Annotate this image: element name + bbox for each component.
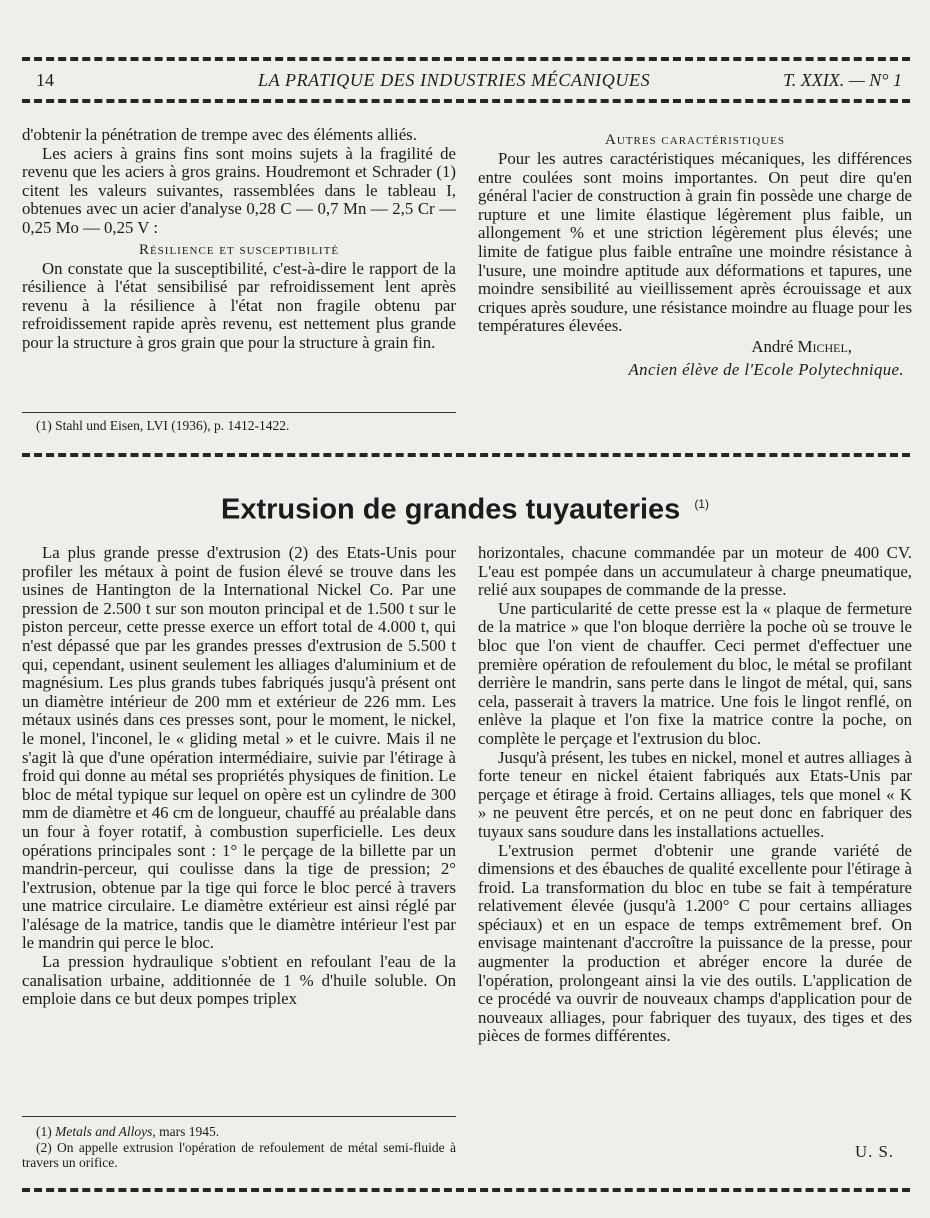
paragraph: horizontales, chacune commandée par un moteur de 400 CV. L'eau est pompée dans un accumulateur à charge pneumatique, relié aux soupapes de commande de la presse.	[478, 543, 912, 600]
footnote-rule	[22, 412, 456, 413]
author-name: André Michel,	[751, 336, 852, 356]
paragraph: La pression hydraulique s'obtient en refoulant l'eau de la canalisation urbaine, additionnée de 1 % d'huile soluble. On emploie dans ce but deux pompes triplex	[22, 952, 456, 1009]
paragraph: Les aciers à grains fins sont moins sujets à la fragilité de revenu que les aciers à gros grains. Houdremont et Schrader (1) citent les valeurs suivantes, rassemblées dans le tableau I, obtenues avec un acier d'analyse 0,28 C — 0,7 Mn — 2,5 Cr — 0,25 Mo — 0,25 V :	[22, 143, 456, 237]
article-right-column	[478, 544, 912, 1046]
section-heading: Autres caractéristiques	[605, 132, 785, 148]
footnote-1: (1) Metals and Alloys, mars 1945.	[36, 1124, 220, 1139]
article-title: Extrusion de grandes tuyauteries $^{(1)}$	[221, 493, 709, 526]
article-left-column	[22, 544, 456, 1009]
paragraph: L'extrusion permet d'obtenir une grande variété de dimensions et des ébauches de qualité excellente pour l'étirage à froid. La transformation du bloc en tube se fait à température relativement élevée (jusqu'à 1.200° C pour certains alliages spéciaux) et en un espace de temps extrêmement bref. On envisage maintenant d'accroître la puissance de la presse, pour augmenter la production et abréger encore la durée de l'opération, prolongeant ainsi la vie des outils. L'application de ce procédé va ouvrir de nouveaux champs d'application pour de nouveaux alliages, pour fabriquer des tuyaux, des tiges et des pièces de formes différentes.	[478, 840, 912, 1046]
paragraph: La plus grande presse d'extrusion (2) des Etats-Unis pour profiler les métaux à point de fusion élevé se trouve dans les usines de Hantington de la International Nickel Co. Par une pression de 2.500 t sur son mouton principal et de 1.500 t sur le piston perceur, cette presse exerce un effort total de 4.000 t, qui n'est dépassé que par les grandes presses d'extrusion de 5.500 t qui, cependant, usinent seulement les alliages d'aluminium et de magnésium. Les plus grands tubes fabriqués jusqu'à présent ont un diamètre intérieur de 200 mm et extérieur de 226 mm. Les métaux usinés dans ces presses sont, pour le moment, le nickel, le monel, l'inconel, le « gliding metal » et le cuivre. Mais il ne s'agit là que d'une opération intermédiaire, suivie par l'étirage à froid qui donne au métal ses propriétés physiques de finition. Le bloc de métal typique sur lequel on opère est un cylindre de 300 mm de diamètre et 46 cm de longueur, chauffé au préalable dans un four à foyer rotatif, à combustion superficielle. Les deux opérations principales sont : 1° le perçage de la billette par un mandrin-perceur, qui coulisse dans la tige de pression; 2° l'extrusion, obtenue par la tige qui force le bloc percé à travers une matrice circulaire. Le diamètre extérieur est ainsi réglé par l'alésage de la matrice, tandis que le diamètre intérieur l'est par le mandrin qui perce le bloc.	[22, 543, 456, 953]
article-signature: U. S.	[854, 1142, 894, 1161]
paragraph: d'obtenir la pénétration de trempe avec des éléments alliés.	[22, 125, 417, 144]
footnote-rule	[22, 1116, 456, 1117]
bottom-dashed-rule	[22, 1188, 910, 1192]
section-heading: Résilience et susceptibilité	[138, 241, 340, 258]
page-number: 14	[36, 70, 54, 90]
footnote	[36, 418, 456, 434]
paragraph: Pour les autres caractéristiques mécaniques, les différences entre coulées sont moins importantes. On peut dire qu'en général l'acier de construction à grain fin possède une charge de rupture et une limite élastique légèrement plus faible, un allongement % et une striction légèrement plus élevés; une limite de fatigue plus faible entraîne une moindre résistance à l'usure, une moindre aptitude aux déformations et tapures, une moindre sensibilité au vieillissement après écrouissage et aux criques après soudure, une résistance moindre au fluage pour les températures élevées.	[478, 149, 912, 336]
journal-title: LA PRATIQUE DES INDUSTRIES MÉCANIQUES	[258, 70, 651, 90]
paragraph: Jusqu'à présent, les tubes en nickel, monel et autres alliages à forte teneur en nickel étaient fabriqués aux Etats-Unis par perçage et étirage à froid. Certains alliages, tels que monel « K » ne peuvent être percés, et on ne peut donc en fabriquer des tuyaux sans soudure dans les installations actuelles.	[478, 747, 912, 841]
footnote-2: (2) On appelle extrusion l'opération de refoulement de métal semi-fluide à travers un orifice.	[22, 1139, 456, 1170]
header-bottom-dashed-rule	[22, 99, 910, 103]
paragraph: Une particularité de cette presse est la « plaque de fermeture de la matrice » que l'on bloque derrière la poche où se trouve le bloc que l'on vient de chauffer. Ceci permet d'effectuer une première opération de refoulement du bloc, le métal se profilant derrière le mandrin, sans perte dans le lingot de métal, qui, sans cela, passerait à travers la matrice. Une fois le lingot renflé, on enlève la plaque et l'on fixe la matrice contre la poche, on complète le perçage et l'extrusion du bloc.	[478, 598, 912, 748]
top-dashed-rule	[22, 57, 910, 61]
author-title: Ancien élève de l'Ecole Polytechnique.	[628, 359, 904, 379]
section-dashed-rule	[22, 453, 910, 457]
title-footnote-marker: (1)	[694, 497, 709, 511]
article-footnotes	[22, 1124, 456, 1171]
volume-issue: T. XXIX. — N° 1	[783, 70, 902, 90]
footnote-text: (1) Stahl und Eisen, LVI (1936), p. 1412-1422.	[36, 418, 290, 433]
prev-article-right-column	[478, 128, 912, 379]
paragraph: On constate que la susceptibilité, c'est-à-dire le rapport de la résilience à l'état sensibilisé par refroidissement lent après revenu à la résilience à l'état non fragile obtenu par refroidissement rapide après revenu, est nettement plus grande pour la structure à gros grain que pour la structure à grain fin.	[22, 258, 456, 352]
prev-article-left-column	[22, 126, 456, 353]
